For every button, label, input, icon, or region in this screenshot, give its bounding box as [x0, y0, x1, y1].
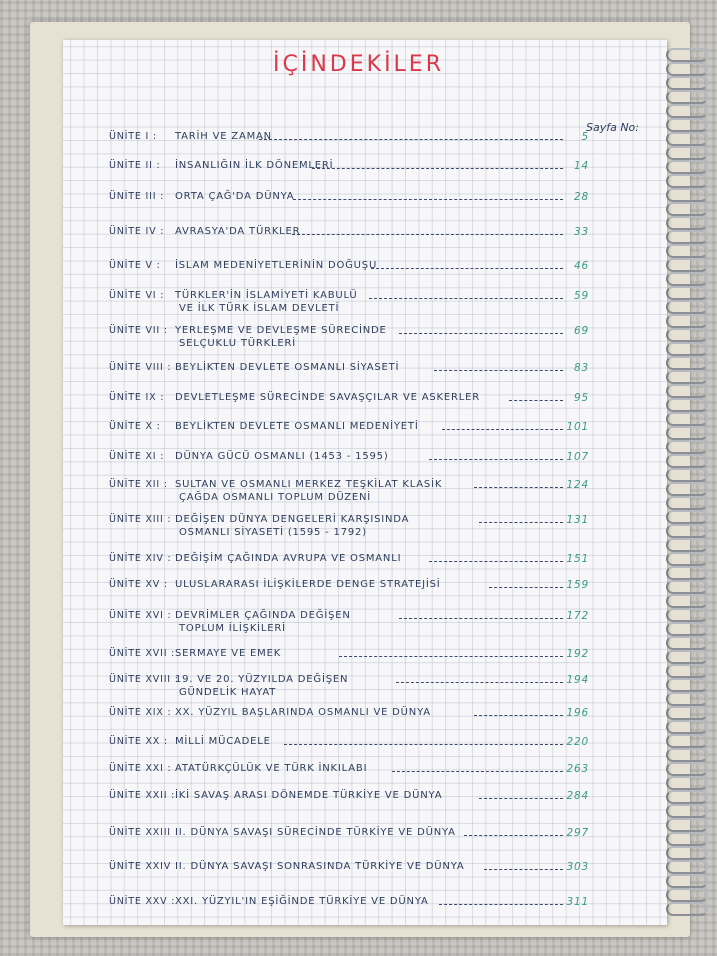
unit-label: ÜNİTE V :	[109, 260, 161, 271]
toc-entry	[109, 648, 589, 670]
toc-entry	[109, 290, 589, 312]
page-number-header: Sayfa No:	[585, 121, 639, 134]
page-number: 83	[574, 362, 589, 374]
unit-title: İSLAM MEDENİYETLERİNİN DOĞUŞU	[175, 260, 378, 271]
dotted-leader	[442, 429, 563, 430]
unit-title-continued: VE İLK TÜRK İSLAM DEVLETİ	[179, 303, 340, 314]
unit-title: II. DÜNYA SAVAŞI SONRASINDA TÜRKİYE VE DÜNYA	[175, 861, 465, 872]
unit-label: ÜNİTE XVI :	[109, 610, 172, 621]
spiral-coil	[666, 748, 708, 762]
dotted-leader	[439, 904, 563, 905]
dotted-leader	[312, 168, 563, 169]
unit-label: ÜNİTE XI :	[109, 451, 165, 462]
toc-entry	[109, 790, 589, 812]
dotted-leader	[464, 835, 563, 836]
dotted-leader	[479, 798, 563, 799]
unit-title-continued: ÇAĞDA OSMANLI TOPLUM DÜZENİ	[179, 492, 372, 503]
spiral-coil	[666, 454, 708, 468]
unit-label: ÜNİTE II :	[109, 160, 161, 171]
spiral-coil	[666, 258, 708, 272]
spiral-coil	[666, 244, 708, 258]
unit-title: AVRASYA'DA TÜRKLER	[175, 226, 301, 237]
toc-entry	[109, 896, 589, 918]
spiral-coil	[666, 104, 708, 118]
page-number: 5	[581, 131, 589, 143]
unit-title: DEĞİŞEN DÜNYA DENGELERİ KARŞISINDA	[175, 514, 410, 525]
dotted-leader	[293, 199, 563, 200]
toc-entry	[109, 579, 589, 601]
dotted-leader	[429, 459, 563, 460]
unit-title: SULTAN VE OSMANLI MERKEZ TEŞKİLAT KLASİK	[175, 479, 443, 490]
toc-entry	[109, 763, 589, 785]
spiral-coil	[666, 776, 708, 790]
dotted-leader	[369, 298, 563, 299]
dotted-leader	[474, 487, 563, 488]
page-number: 172	[566, 610, 589, 622]
spiral-coil	[666, 328, 708, 342]
page-number: 33	[574, 226, 589, 238]
spiral-coil	[666, 118, 708, 132]
page-number: 303	[566, 861, 589, 873]
unit-label: ÜNİTE XXV :	[109, 896, 176, 907]
spiral-coil	[666, 160, 708, 174]
page-number: 284	[566, 790, 589, 802]
dotted-leader	[259, 139, 563, 140]
spiral-coil	[666, 300, 708, 314]
unit-label: ÜNİTE VII :	[109, 325, 168, 336]
page-number: 69	[574, 325, 589, 337]
unit-label: ÜNİTE XXIII :	[109, 827, 179, 838]
spiral-coil	[666, 594, 708, 608]
unit-title: 19. VE 20. YÜZYILDA DEĞİŞEN	[175, 674, 349, 685]
unit-label: ÜNİTE XX :	[109, 736, 168, 747]
spiral-coil	[666, 356, 708, 370]
toc-entry	[109, 362, 589, 384]
dotted-leader	[509, 400, 563, 401]
unit-title: İKİ SAVAŞ ARASI DÖNEMDE TÜRKİYE VE DÜNYA	[175, 790, 443, 801]
spiral-coil	[666, 706, 708, 720]
page-number: 297	[566, 827, 589, 839]
toc-entry	[109, 861, 589, 883]
toc-entry	[109, 553, 589, 575]
toc-entry	[109, 392, 589, 414]
spiral-coil	[666, 496, 708, 510]
spiral-coil	[666, 552, 708, 566]
unit-title-continued: GÜNDELİK HAYAT	[179, 687, 277, 698]
spiral-coil	[666, 76, 708, 90]
toc-entry	[109, 131, 589, 153]
spiral-coil	[666, 608, 708, 622]
spiral-coil	[666, 440, 708, 454]
dotted-leader	[399, 618, 563, 619]
unit-label: ÜNİTE XXI :	[109, 763, 172, 774]
unit-label: ÜNİTE XVII :	[109, 648, 176, 659]
unit-label: ÜNİTE IV :	[109, 226, 165, 237]
page-number: 59	[574, 290, 589, 302]
unit-label: ÜNİTE I :	[109, 131, 157, 142]
spiral-coil	[666, 580, 708, 594]
unit-label: ÜNİTE X :	[109, 421, 161, 432]
dotted-leader	[392, 771, 563, 772]
page-number: 14	[574, 160, 589, 172]
spiral-coil	[666, 188, 708, 202]
page-number: 311	[566, 896, 589, 908]
unit-label: ÜNİTE XXIV :	[109, 861, 179, 872]
unit-label: ÜNİTE XIII :	[109, 514, 172, 525]
unit-label: ÜNİTE XVIII :	[109, 674, 179, 685]
dotted-leader	[479, 522, 563, 523]
page-number: 220	[566, 736, 589, 748]
spiral-coil	[666, 426, 708, 440]
spiral-coil	[666, 622, 708, 636]
toc-entry	[109, 479, 589, 501]
toc-entry	[109, 674, 589, 696]
unit-title: II. DÜNYA SAVAŞI SÜRECİNDE TÜRKİYE VE DÜNYA	[175, 827, 456, 838]
spiral-coil	[666, 720, 708, 734]
page-number: 194	[566, 674, 589, 686]
dotted-leader	[396, 682, 563, 683]
spiral-coil	[666, 286, 708, 300]
unit-title: XX. YÜZYIL BAŞLARINDA OSMANLI VE DÜNYA	[175, 707, 431, 718]
spiral-coil	[666, 860, 708, 874]
unit-label: ÜNİTE VI :	[109, 290, 165, 301]
dotted-leader	[339, 656, 563, 657]
page-number: 131	[566, 514, 589, 526]
unit-title: DÜNYA GÜCÜ OSMANLI (1453 - 1595)	[175, 451, 389, 462]
page-number: 196	[566, 707, 589, 719]
spiral-coil	[666, 650, 708, 664]
spiral-coil	[666, 762, 708, 776]
spiral-coil	[666, 370, 708, 384]
unit-title: ORTA ÇAĞ'DA DÜNYA	[175, 191, 295, 202]
spiral-coil	[666, 272, 708, 286]
unit-title: İNSANLIĞIN İLK DÖNEMLERİ	[175, 160, 334, 171]
unit-title: DEĞİŞİM ÇAĞINDA AVRUPA VE OSMANLI	[175, 553, 402, 564]
dotted-leader	[399, 333, 563, 334]
page-number: 46	[574, 260, 589, 272]
page-number: 124	[566, 479, 589, 491]
unit-label: ÜNİTE VIII :	[109, 362, 172, 373]
spiral-coil	[666, 566, 708, 580]
page-number: 151	[566, 553, 589, 565]
unit-title-continued: TOPLUM İLİŞKİLERİ	[179, 623, 286, 634]
page-number: 159	[566, 579, 589, 591]
spiral-coil	[666, 384, 708, 398]
dotted-leader	[429, 561, 563, 562]
toc-entry	[109, 736, 589, 758]
spiral-coil	[666, 734, 708, 748]
spiral-coil	[666, 818, 708, 832]
toc-entry	[109, 160, 589, 182]
unit-label: ÜNİTE XIX :	[109, 707, 172, 718]
spiral-coil	[666, 832, 708, 846]
page-number: 95	[574, 392, 589, 404]
toc-entry	[109, 226, 589, 248]
spiral-coil	[666, 468, 708, 482]
spiral-coil	[666, 692, 708, 706]
toc-entry	[109, 451, 589, 473]
dotted-leader	[484, 869, 563, 870]
unit-title: MİLLİ MÜCADELE	[175, 736, 271, 747]
spiral-coil	[666, 314, 708, 328]
page-number: 192	[566, 648, 589, 660]
toc-entry	[109, 610, 589, 632]
spiral-coil	[666, 678, 708, 692]
spiral-coil	[666, 636, 708, 650]
unit-title: TÜRKLER'İN İSLAMİYETİ KABULÜ	[175, 290, 358, 301]
spiral-coil	[666, 538, 708, 552]
dotted-leader	[489, 587, 563, 588]
unit-label: ÜNİTE III :	[109, 191, 165, 202]
spiral-coil	[666, 412, 708, 426]
page-number: 107	[566, 451, 589, 463]
spiral-coil	[666, 398, 708, 412]
unit-title: DEVLETLEŞME SÜRECİNDE SAVAŞÇILAR VE ASKERLER	[175, 392, 480, 403]
page-title: İÇİNDEKİLER	[273, 52, 444, 77]
dotted-leader	[292, 234, 563, 235]
spiral-coil	[666, 524, 708, 538]
unit-title-continued: OSMANLI SİYASETİ (1595 - 1792)	[179, 527, 367, 538]
dotted-leader	[371, 268, 563, 269]
toc-entry	[109, 325, 589, 347]
spiral-coil	[666, 146, 708, 160]
page-number: 263	[566, 763, 589, 775]
unit-label: ÜNİTE XV :	[109, 579, 168, 590]
unit-title: XXI. YÜZYIL'IN EŞİĞİNDE TÜRKİYE VE DÜNYA	[175, 896, 429, 907]
page-number: 101	[566, 421, 589, 433]
dotted-leader	[434, 370, 563, 371]
spiral-coil	[666, 510, 708, 524]
unit-title: SERMAYE VE EMEK	[175, 648, 282, 659]
spiral-coil	[666, 804, 708, 818]
toc-entry	[109, 514, 589, 536]
dotted-leader	[474, 715, 563, 716]
spiral-coil	[666, 216, 708, 230]
toc-entry	[109, 827, 589, 849]
spiral-coil	[666, 202, 708, 216]
spiral-coil	[666, 342, 708, 356]
unit-title: BEYLİKTEN DEVLETE OSMANLI MEDENİYETİ	[175, 421, 419, 432]
unit-label: ÜNİTE IX :	[109, 392, 165, 403]
unit-title: ATATÜRKÇÜLÜK VE TÜRK İNKILABI	[175, 763, 368, 774]
unit-title: YERLEŞME VE DEVLEŞME SÜRECİNDE	[175, 325, 387, 336]
spiral-binding	[666, 48, 706, 928]
unit-title: TARİH VE ZAMAN	[175, 131, 272, 142]
spiral-coil	[666, 874, 708, 888]
toc-entry	[109, 707, 589, 729]
spiral-coil	[666, 174, 708, 188]
unit-title: DEVRİMLER ÇAĞINDA DEĞİŞEN	[175, 610, 351, 621]
toc-entry	[109, 260, 589, 282]
toc-entry	[109, 421, 589, 443]
spiral-coil	[666, 902, 708, 916]
unit-label: ÜNİTE XXII :	[109, 790, 176, 801]
dotted-leader	[284, 744, 563, 745]
spiral-coil	[666, 90, 708, 104]
spiral-coil	[666, 888, 708, 902]
page-number: 28	[574, 191, 589, 203]
spiral-coil	[666, 482, 708, 496]
unit-title: ULUSLARARASI İLİŞKİLERDE DENGE STRATEJİSİ	[175, 579, 441, 590]
spiral-coil	[666, 230, 708, 244]
unit-title-continued: SELÇUKLU TÜRKLERİ	[179, 338, 296, 349]
spiral-coil	[666, 132, 708, 146]
unit-title: BEYLİKTEN DEVLETE OSMANLI SİYASETİ	[175, 362, 400, 373]
spiral-coil	[666, 846, 708, 860]
spiral-coil	[666, 790, 708, 804]
toc-entry	[109, 191, 589, 213]
unit-label: ÜNİTE XII :	[109, 479, 168, 490]
unit-label: ÜNİTE XIV :	[109, 553, 172, 564]
spiral-coil	[666, 664, 708, 678]
